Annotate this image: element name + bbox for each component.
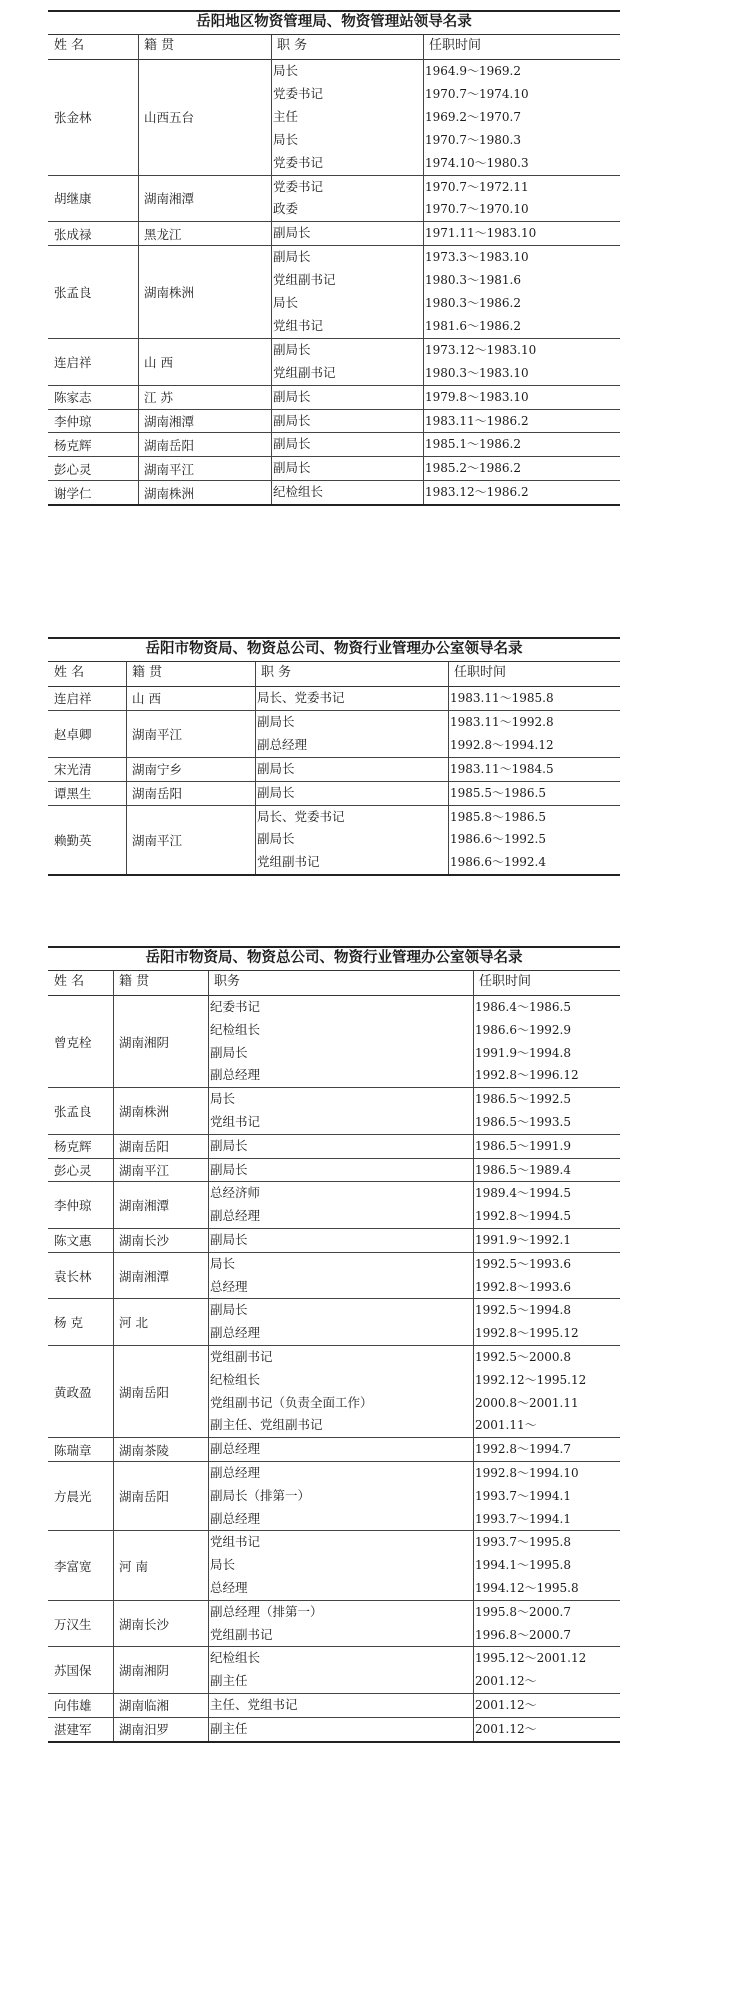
person-name: 曾克栓 xyxy=(54,1034,92,1050)
post-cell: 党委书记 xyxy=(273,85,324,101)
person-native-place: 湖南岳阳 xyxy=(144,437,195,453)
person-name: 彭心灵 xyxy=(54,461,92,477)
post-cell: 副局长 xyxy=(273,249,311,265)
post-cell: 副主任 xyxy=(210,1720,248,1736)
row-divider xyxy=(48,221,620,222)
post-cell: 主任 xyxy=(273,108,299,124)
post-cell: 党组副书记 xyxy=(210,1349,273,1364)
person-name: 张金林 xyxy=(54,110,92,126)
post-cell: 局长 xyxy=(210,1255,236,1271)
post-cell: 副局长 xyxy=(210,1044,248,1060)
row-divider xyxy=(48,338,620,339)
person-native-place: 山 西 xyxy=(132,691,161,707)
post-cell: 副局长 xyxy=(210,1302,248,1318)
bottom-rule xyxy=(48,504,620,506)
person-name: 胡继康 xyxy=(54,191,92,207)
column-header: 姓 名 xyxy=(54,38,85,53)
column-divider xyxy=(271,35,272,504)
person-name: 张孟良 xyxy=(54,1103,92,1119)
person-native-place: 湖南平江 xyxy=(144,461,195,477)
post-cell: 党组副书记 xyxy=(273,272,336,288)
column-divider xyxy=(448,662,449,874)
person-name: 方晨光 xyxy=(54,1489,92,1505)
term-cell: 1992.8～1994.12 xyxy=(450,737,554,752)
term-cell: 1992.5～1993.6 xyxy=(475,1256,571,1271)
term-cell: 1986.6～1992.5 xyxy=(450,832,546,847)
person-name: 谭黑生 xyxy=(54,786,92,802)
row-divider xyxy=(48,385,620,386)
post-cell: 副局长 xyxy=(210,1232,248,1247)
post-cell: 党组书记 xyxy=(210,1114,261,1129)
person-native-place: 湖南平江 xyxy=(132,726,183,742)
term-cell: 1992.8～1993.6 xyxy=(475,1279,571,1294)
term-cell: 1995.8～2000.7 xyxy=(475,1604,571,1619)
person-name: 宋光清 xyxy=(54,762,92,778)
post-cell: 党组副书记 xyxy=(273,364,336,380)
term-cell: 1981.6～1986.2 xyxy=(425,318,521,333)
term-cell: 1985.8～1986.5 xyxy=(450,809,546,824)
term-cell: 1992.5～1994.8 xyxy=(475,1303,571,1318)
post-cell: 副主任、党组副书记 xyxy=(210,1417,323,1433)
column-header: 任职时间 xyxy=(479,974,532,989)
post-cell: 纪检组长 xyxy=(273,484,324,500)
person-name: 杨克辉 xyxy=(54,1139,92,1155)
term-cell: 1992.5～2000.8 xyxy=(475,1350,571,1364)
post-cell: 副总经理 xyxy=(210,1465,261,1480)
term-cell: 1964.9～1969.2 xyxy=(425,64,521,78)
term-cell: 2001.12～ xyxy=(475,1674,537,1689)
person-native-place: 湖南株洲 xyxy=(144,284,195,300)
column-header: 姓 名 xyxy=(54,665,85,680)
post-cell: 副局长 xyxy=(210,1161,248,1177)
person-name: 赖勤英 xyxy=(54,832,92,848)
row-divider xyxy=(48,245,620,246)
row-divider xyxy=(48,432,620,433)
title-rule xyxy=(48,661,620,662)
post-cell: 副局长 xyxy=(257,784,295,800)
term-cell: 2000.8～2001.11 xyxy=(475,1395,579,1410)
column-header: 姓 名 xyxy=(54,974,85,989)
person-native-place: 湖南临湘 xyxy=(119,1698,170,1714)
person-native-place: 湖南湘阴 xyxy=(119,1034,170,1050)
post-cell: 副局长 xyxy=(210,1137,248,1153)
person-native-place: 江 苏 xyxy=(144,390,173,406)
column-divider xyxy=(423,35,424,504)
column-divider xyxy=(126,662,127,874)
post-cell: 副局长 xyxy=(273,436,311,452)
bottom-rule xyxy=(48,1741,620,1743)
person-name: 陈文惠 xyxy=(54,1233,92,1249)
person-native-place: 湖南长沙 xyxy=(119,1616,170,1632)
term-cell: 1970.7～1980.3 xyxy=(425,132,521,147)
column-divider xyxy=(473,971,474,1741)
post-cell: 副总经理 xyxy=(210,1325,261,1341)
section-title: 岳阳市物资局、物资总公司、物资行业管理办公室领导名录 xyxy=(145,640,523,657)
term-cell: 1979.8～1983.10 xyxy=(425,389,529,404)
person-name: 袁长林 xyxy=(54,1268,92,1284)
post-cell: 党组副书记（负责全面工作） xyxy=(210,1394,373,1410)
post-cell: 局长 xyxy=(210,1557,236,1573)
person-name: 张成禄 xyxy=(54,226,92,242)
term-cell: 1986.5～1991.9 xyxy=(475,1138,571,1153)
post-cell: 副局长 xyxy=(273,412,311,428)
term-cell: 1994.1～1995.8 xyxy=(475,1558,571,1573)
title-rule xyxy=(48,34,620,35)
person-native-place: 黑龙江 xyxy=(144,226,182,242)
term-cell: 1983.11～1985.8 xyxy=(450,691,554,705)
person-name: 苏国保 xyxy=(54,1663,92,1679)
row-divider xyxy=(48,480,620,481)
post-cell: 党委书记 xyxy=(273,178,324,194)
term-cell: 1991.9～1994.8 xyxy=(475,1045,571,1060)
term-cell: 1983.12～1986.2 xyxy=(425,485,529,500)
person-name: 连启祥 xyxy=(54,354,92,370)
person-name: 谢学仁 xyxy=(54,485,92,501)
term-cell: 1986.5～1989.4 xyxy=(475,1162,571,1177)
term-cell: 1989.4～1994.5 xyxy=(475,1186,571,1201)
person-native-place: 山西五台 xyxy=(144,110,195,126)
column-header: 职 务 xyxy=(277,38,308,53)
term-cell: 1986.6～1992.4 xyxy=(450,855,546,870)
term-cell: 1991.9～1992.1 xyxy=(475,1233,571,1247)
person-native-place: 湖南平江 xyxy=(119,1162,170,1178)
post-cell: 党组书记 xyxy=(273,317,324,333)
term-cell: 1983.11～1986.2 xyxy=(425,413,529,428)
person-native-place: 湖南岳阳 xyxy=(132,786,183,802)
term-cell: 1992.8～1994.10 xyxy=(475,1466,579,1480)
term-cell: 2001.11～ xyxy=(475,1418,537,1433)
person-native-place: 湖南湘潭 xyxy=(119,1198,170,1214)
term-cell: 1980.3～1981.6 xyxy=(425,273,521,288)
post-cell: 副总经理（排第一） xyxy=(210,1603,323,1619)
person-name: 连启祥 xyxy=(54,691,92,707)
term-cell: 2001.12～ xyxy=(475,1721,537,1736)
post-cell: 纪委书记 xyxy=(210,999,261,1014)
term-cell: 1993.7～1995.8 xyxy=(475,1535,571,1550)
term-cell: 1986.4～1986.5 xyxy=(475,1000,571,1014)
person-name: 彭心灵 xyxy=(54,1162,92,1178)
post-cell: 副总经理 xyxy=(210,1067,261,1083)
post-cell: 党组副书记 xyxy=(210,1626,273,1642)
person-name: 赵卓卿 xyxy=(54,726,92,742)
post-cell: 政委 xyxy=(273,201,299,217)
column-divider xyxy=(208,971,209,1741)
column-divider xyxy=(255,662,256,874)
post-cell: 纪检组长 xyxy=(210,1021,261,1037)
term-cell: 1970.7～1974.10 xyxy=(425,86,529,101)
person-native-place: 湖南湘潭 xyxy=(119,1268,170,1284)
term-cell: 1969.2～1970.7 xyxy=(425,109,521,124)
term-cell: 1980.3～1986.2 xyxy=(425,296,521,310)
bottom-rule xyxy=(48,874,620,876)
post-cell: 副总经理 xyxy=(210,1441,261,1457)
post-cell: 副主任 xyxy=(210,1673,248,1689)
column-header: 职 务 xyxy=(261,665,292,680)
term-cell: 1993.7～1994.1 xyxy=(475,1488,571,1503)
person-native-place: 河 北 xyxy=(119,1315,148,1331)
term-cell: 1974.10～1980.3 xyxy=(425,155,529,170)
term-cell: 1986.6～1992.9 xyxy=(475,1022,571,1037)
column-header: 任职时间 xyxy=(454,665,507,680)
post-cell: 总经理 xyxy=(210,1580,248,1595)
term-cell: 1985.1～1986.2 xyxy=(425,437,521,452)
person-name: 黄政盈 xyxy=(54,1384,92,1400)
post-cell: 局长 xyxy=(273,131,299,147)
post-cell: 党组书记 xyxy=(210,1534,261,1550)
person-native-place: 湖南岳阳 xyxy=(119,1139,170,1155)
person-native-place: 湖南茶陵 xyxy=(119,1442,170,1458)
person-native-place: 湖南宁乡 xyxy=(132,762,183,778)
post-cell: 纪检组长 xyxy=(210,1371,261,1387)
term-cell: 1973.3～1983.10 xyxy=(425,250,529,265)
term-cell: 1985.2～1986.2 xyxy=(425,461,521,476)
term-cell: 1983.11～1984.5 xyxy=(450,761,554,776)
term-cell: 1980.3～1983.10 xyxy=(425,365,529,380)
person-name: 李富宽 xyxy=(54,1558,92,1574)
post-cell: 副总经理 xyxy=(210,1208,261,1224)
post-cell: 副局长 xyxy=(273,460,311,476)
person-native-place: 湖南湘潭 xyxy=(144,413,195,429)
person-name: 湛建军 xyxy=(54,1722,92,1738)
post-cell: 党组副书记 xyxy=(257,854,320,870)
person-native-place: 湖南株洲 xyxy=(119,1103,170,1119)
post-cell: 局长 xyxy=(210,1091,236,1107)
column-header: 籍 贯 xyxy=(144,38,175,53)
post-cell: 总经济师 xyxy=(210,1185,261,1201)
person-native-place: 湖南湘潭 xyxy=(144,191,195,207)
term-cell: 1992.8～1994.5 xyxy=(475,1209,571,1224)
post-cell: 局长、党委书记 xyxy=(257,808,345,824)
post-cell: 副局长 xyxy=(257,831,295,847)
person-name: 杨克辉 xyxy=(54,437,92,453)
person-name: 杨 克 xyxy=(54,1315,83,1331)
column-header: 籍 贯 xyxy=(132,665,163,680)
header-rule xyxy=(48,59,620,60)
person-name: 万汉生 xyxy=(54,1616,92,1632)
section-title: 岳阳地区物资管理局、物资管理站领导名录 xyxy=(196,13,472,30)
term-cell: 1983.11～1992.8 xyxy=(450,714,554,729)
section-title: 岳阳市物资局、物资总公司、物资行业管理办公室领导名录 xyxy=(145,949,523,966)
person-native-place: 湖南株洲 xyxy=(144,485,195,501)
term-cell: 1970.7～1970.10 xyxy=(425,202,529,217)
post-cell: 党委书记 xyxy=(273,154,324,170)
column-header: 任职时间 xyxy=(429,38,482,53)
post-cell: 副总经理 xyxy=(257,736,308,752)
row-divider xyxy=(48,175,620,176)
person-name: 李仲琼 xyxy=(54,413,92,429)
person-name: 陈瑞章 xyxy=(54,1442,92,1458)
column-divider xyxy=(113,971,114,1741)
row-divider xyxy=(48,409,620,410)
person-native-place: 河 南 xyxy=(119,1558,148,1574)
term-cell: 1992.8～1994.7 xyxy=(475,1442,571,1457)
term-cell: 1971.11～1983.10 xyxy=(425,226,537,241)
term-cell: 1986.5～1993.5 xyxy=(475,1115,571,1129)
post-cell: 总经理 xyxy=(210,1278,248,1294)
column-header: 职务 xyxy=(214,974,241,989)
post-cell: 副总经理 xyxy=(210,1510,261,1526)
person-name: 张孟良 xyxy=(54,284,92,300)
term-cell: 1994.12～1995.8 xyxy=(475,1581,579,1595)
column-divider xyxy=(138,35,139,504)
person-native-place: 湖南汨罗 xyxy=(119,1722,170,1738)
post-cell: 副局长 xyxy=(257,760,295,776)
post-cell: 纪检组长 xyxy=(210,1650,261,1666)
post-cell: 局长 xyxy=(273,295,299,310)
term-cell: 1986.5～1992.5 xyxy=(475,1092,571,1107)
person-name: 李仲琼 xyxy=(54,1198,92,1214)
post-cell: 副局长 xyxy=(273,341,311,357)
term-cell: 1985.5～1986.5 xyxy=(450,785,546,800)
post-cell: 局长、党委书记 xyxy=(257,690,345,705)
post-cell: 副局长（排第一） xyxy=(210,1487,311,1503)
person-native-place: 湖南岳阳 xyxy=(119,1489,170,1505)
person-native-place: 湖南平江 xyxy=(132,832,183,848)
post-cell: 副局长 xyxy=(257,713,295,729)
term-cell: 1992.8～1995.12 xyxy=(475,1326,579,1341)
term-cell: 1970.7～1972.11 xyxy=(425,179,529,194)
term-cell: 1996.8～2000.7 xyxy=(475,1627,571,1642)
term-cell: 1973.12～1983.10 xyxy=(425,342,537,357)
post-cell: 副局长 xyxy=(273,225,311,241)
person-name: 向伟雄 xyxy=(54,1698,92,1714)
title-rule xyxy=(48,970,620,971)
person-native-place: 湖南岳阳 xyxy=(119,1384,170,1400)
row-divider xyxy=(48,456,620,457)
term-cell: 1995.12～2001.12 xyxy=(475,1651,587,1666)
term-cell: 1992.12～1995.12 xyxy=(475,1372,587,1387)
term-cell: 2001.12～ xyxy=(475,1698,537,1712)
column-header: 籍 贯 xyxy=(119,974,150,989)
person-native-place: 湖南长沙 xyxy=(119,1233,170,1249)
term-cell: 1992.8～1996.12 xyxy=(475,1068,579,1083)
post-cell: 主任、党组书记 xyxy=(210,1697,298,1712)
term-cell: 1993.7～1994.1 xyxy=(475,1511,571,1526)
person-native-place: 山 西 xyxy=(144,354,173,370)
person-native-place: 湖南湘阴 xyxy=(119,1663,170,1679)
post-cell: 局长 xyxy=(273,63,299,78)
post-cell: 副局长 xyxy=(273,388,311,404)
person-name: 陈家志 xyxy=(54,390,92,406)
